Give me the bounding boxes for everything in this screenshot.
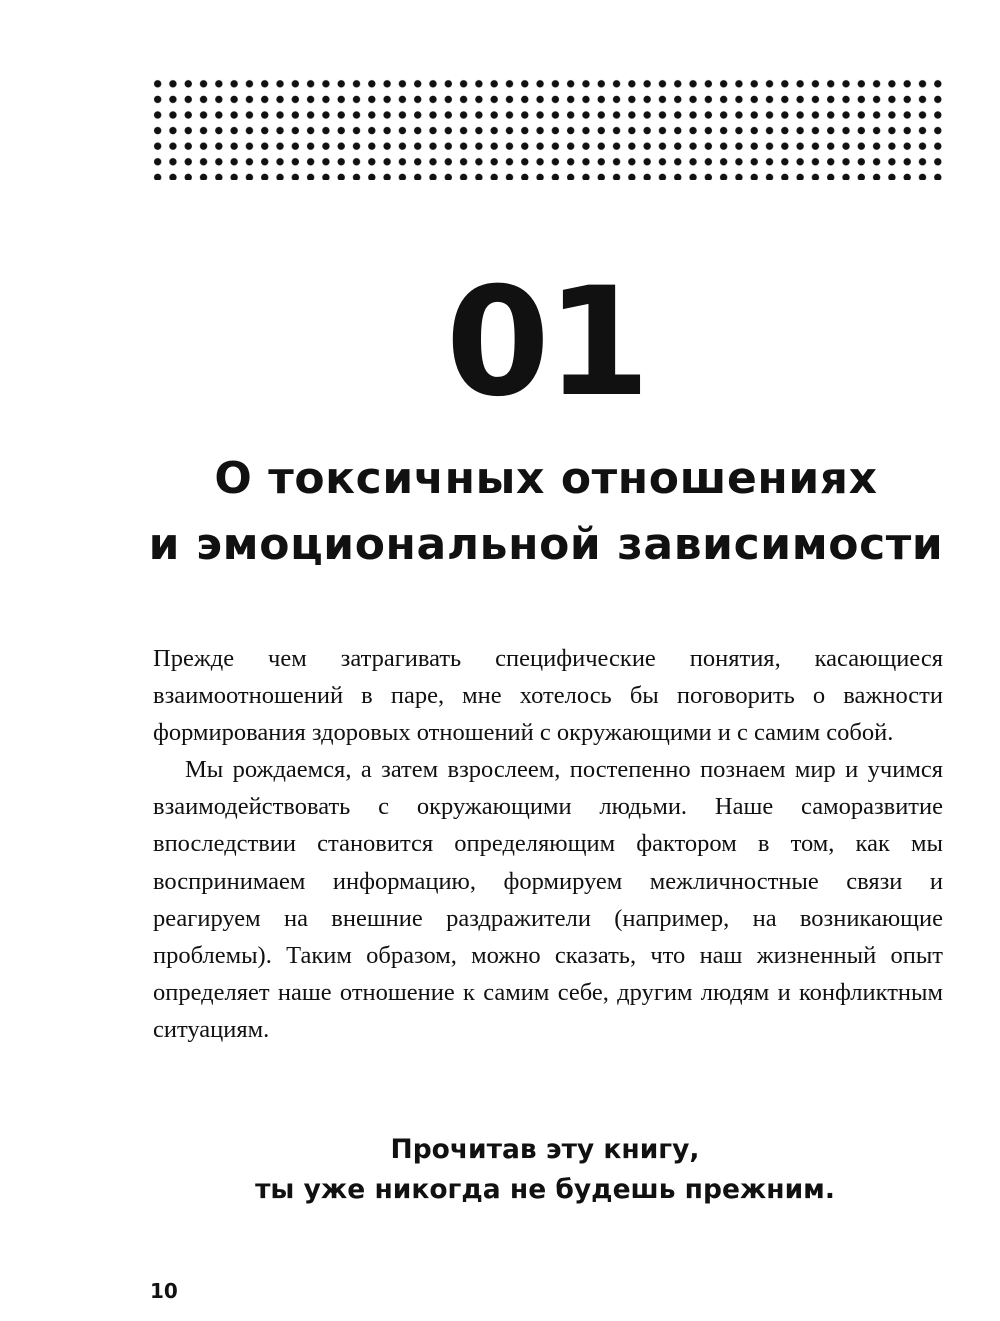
quote-line-2: ты уже никогда не будешь прежним. xyxy=(255,1174,835,1205)
chapter-title xyxy=(46,446,1000,578)
chapter-title-line-1: О токсичных отношениях xyxy=(214,453,878,504)
highlight-quote xyxy=(45,1130,1000,1210)
quote-line-1: Прочитав эту книгу, xyxy=(390,1134,700,1165)
page-number: 10 xyxy=(150,1279,178,1303)
dot-pattern-decoration xyxy=(150,76,946,180)
paragraph-2: Мы рождаемся, а затем взрослеем, постепенно познаем мир и учимся взаимодействовать с окружающими людьми. Наше саморазвитие впоследствии становится определяющим фактором в том, как мы воспринимаем информацию, формируем межличностные связи и реагируем на внешние раздражители (например, на возникающие проблемы). Таким образом, можно сказать, что наш жизненный опыт определяет наше отношение к самим себе, другим людям и конфликтным ситуациям. xyxy=(153,756,943,1043)
body-text xyxy=(153,640,943,1048)
chapter-number: 01 xyxy=(445,256,647,430)
chapter-title-line-2: и эмоциональной зависимости xyxy=(148,519,944,570)
paragraph-1: Прежде чем затрагивать специфические понятия, касающиеся взаимоотношений в паре, мне хотелось бы поговорить о важности формирования здоровых отношений с окружающими и с самим собой. xyxy=(153,645,943,747)
